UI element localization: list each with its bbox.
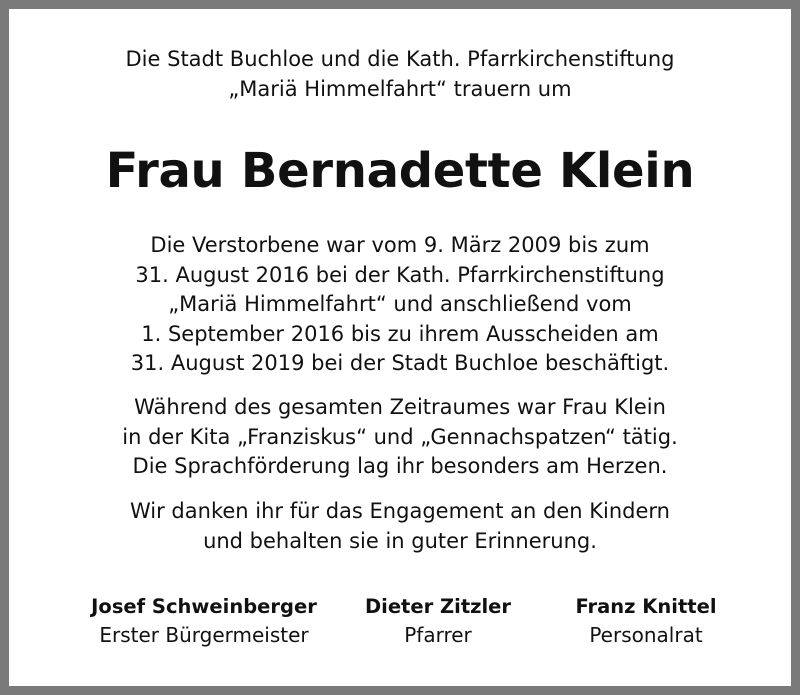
thanks-text	[9, 497, 791, 556]
kita-line: Während des gesamten Zeitraumes war Frau Klein	[134, 395, 666, 419]
intro-line: Die Stadt Buchloe und die Kath. Pfarrkirchenstiftung	[125, 47, 675, 71]
employment-line: 1. September 2016 bis zu ihrem Ausscheiden am	[141, 321, 659, 346]
signatory-pastor	[318, 592, 558, 650]
kita-line: Die Sprachförderung lag ihr besonders am Herzen.	[132, 454, 668, 478]
intro-line: „Mariä Himmelfahrt“ trauern um	[228, 76, 572, 101]
kita-text	[9, 393, 791, 482]
signatory-staff-council	[526, 592, 766, 650]
employment-line: „Mariä Himmelfahrt“ und anschließend vom	[168, 292, 632, 316]
signatory-mayor	[84, 592, 324, 650]
kita-line: in der Kita „Franziskus“ und „Gennachspatzen“ tätig.	[122, 424, 678, 449]
signatory-role: Pfarrer	[404, 623, 472, 647]
deceased-name: Frau Bernadette Klein	[105, 143, 695, 199]
employment-line: 31. August 2019 bei der Stadt Buchloe beschäftigt.	[130, 351, 670, 375]
employment-line: 31. August 2016 bei der Kath. Pfarrkirchenstiftung	[135, 262, 665, 287]
signatory-role: Personalrat	[589, 623, 703, 647]
signatory-role: Erster Bürgermeister	[99, 623, 309, 647]
employment-line: Die Verstorbene war vom 9. März 2009 bis zum	[150, 233, 650, 257]
signatory-name: Franz Knittel	[575, 595, 717, 618]
thanks-line: Wir danken ihr für das Engagement an den Kindern	[129, 499, 670, 523]
signatory-name: Josef Schweinberger	[91, 595, 317, 618]
intro-text	[9, 45, 791, 104]
signatory-name: Dieter Zitzler	[364, 595, 512, 618]
employment-text	[9, 231, 791, 379]
thanks-line: und behalten sie in guter Erinnerung.	[203, 528, 597, 553]
